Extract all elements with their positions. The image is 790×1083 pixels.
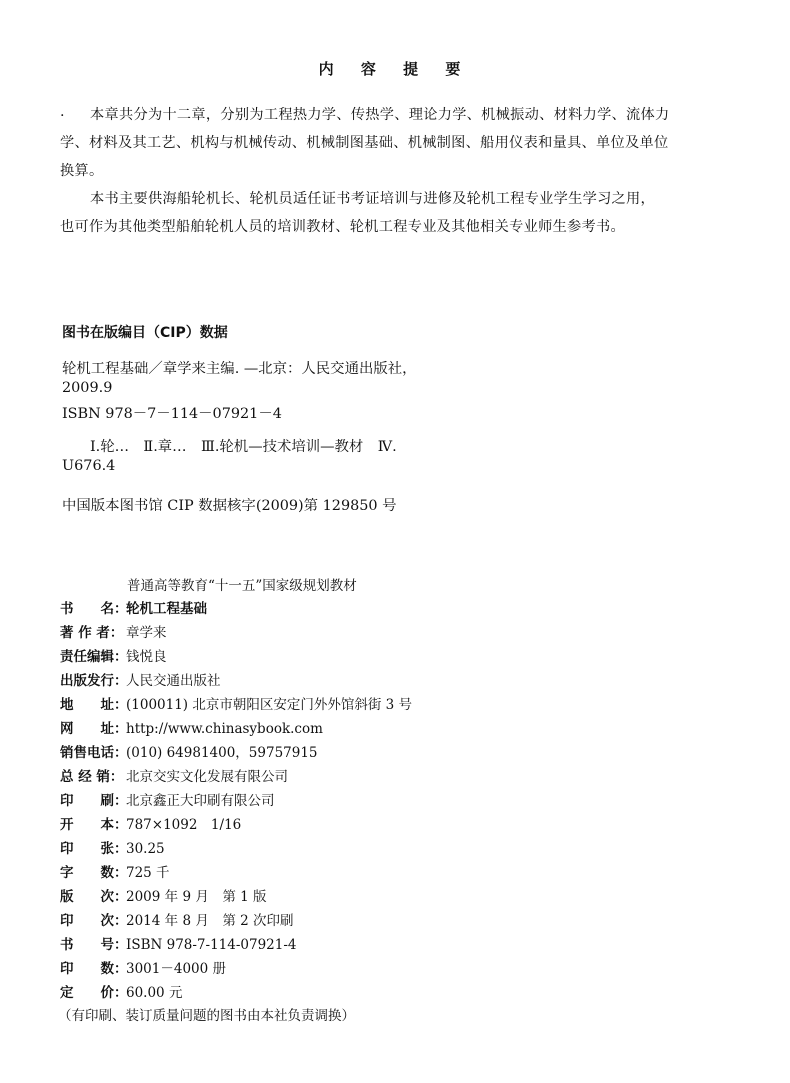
info-row-author: [60, 621, 167, 641]
info-row-printer: [60, 789, 275, 809]
cip-classification: Ⅰ.轮… Ⅱ.章… Ⅲ.轮机—技术培训—教材 Ⅳ.: [90, 439, 397, 455]
summary-paragraph-1-line-1: 本章共分为十二章，分别为工程热力学、传热学、理论力学、机械振动、材料力学、流体力: [90, 107, 670, 123]
cip-isbn: ISBN 978－7－114－07921－4: [62, 406, 282, 422]
info-label: 印 次：: [60, 913, 128, 929]
bullet-dot: .: [60, 104, 65, 120]
info-row-word-count: [60, 861, 170, 881]
isbn-value: ISBN 978-7-114-07921-4: [126, 937, 297, 953]
info-row-website: [60, 717, 323, 737]
quality-footnote: （有印刷、装订质量问题的图书由本社负责调换）: [58, 1008, 355, 1024]
info-label: 责任编辑：: [60, 649, 128, 665]
summary-paragraph-2-line-1: 本书主要供海船轮机长、轮机员适任证书考证培训与进修及轮机工程专业学生学习之用，: [90, 191, 656, 207]
info-label: 网 址：: [60, 721, 128, 737]
info-row-publisher: [60, 669, 221, 689]
info-row-isbn: [60, 933, 297, 953]
cip-class-code: U676.4: [62, 458, 116, 474]
info-row-address: [60, 693, 412, 713]
printing-value: 2014 年 8 月 第 2 次印刷: [126, 913, 294, 929]
info-label: 销售电话：: [60, 745, 128, 761]
info-label: 书 号：: [60, 937, 128, 953]
editor-value: 钱悦良: [126, 649, 167, 665]
price-value: 60.00 元: [126, 985, 183, 1001]
info-row-format: [60, 813, 241, 833]
summary-title: 内 容 提 要: [318, 60, 472, 78]
info-row-distributor: [60, 765, 288, 785]
edition-value: 2009 年 9 月 第 1 版: [126, 889, 267, 905]
info-row-price: [60, 981, 182, 1001]
series-title: 普通高等教育“十一五”国家级规划教材: [127, 578, 357, 594]
phone-value: (010) 64981400，59757915: [126, 745, 318, 761]
cip-line-1: 轮机工程基础／章学来主编. —北京：人民交通出版社，: [62, 361, 417, 377]
publisher-value: 人民交通出版社: [126, 673, 221, 689]
info-label: 版 次：: [60, 889, 128, 905]
author-value: 章学来: [126, 625, 167, 641]
info-label: 字 数：: [60, 865, 128, 881]
info-row-editor: [60, 645, 167, 665]
format-value: 787×1092 1/16: [126, 817, 242, 833]
info-label: 出版发行：: [60, 673, 128, 689]
summary-paragraph-1-line-2: 学、材料及其工艺、机构与机械传动、机械制图基础、机械制图、船用仪表和量具、单位及单位: [60, 135, 669, 151]
printer-value: 北京鑫正大印刷有限公司: [126, 793, 275, 809]
info-label: 著 作 者：: [60, 625, 124, 641]
info-row-sheets: [60, 837, 165, 857]
info-row-print-run: [60, 957, 226, 977]
print-run-value: 3001－4000 册: [126, 961, 227, 977]
distributor-value: 北京交实文化发展有限公司: [126, 769, 288, 785]
info-label: 定 价：: [60, 985, 128, 1001]
book-title-value: 轮机工程基础: [126, 601, 207, 617]
cip-line-2: 2009.9: [62, 380, 113, 396]
info-row-edition: [60, 885, 267, 905]
address-value: (100011) 北京市朝阳区安定门外外馆斜街 3 号: [126, 697, 413, 713]
summary-paragraph-1-line-3: 换算。: [60, 163, 104, 179]
info-row-phone: [60, 741, 318, 761]
sheets-value: 30.25: [126, 841, 165, 857]
cip-heading: 图书在版编目（CIP）数据: [62, 325, 228, 341]
info-label: 地 址：: [60, 697, 128, 713]
cip-core-number: 中国版本图书馆 CIP 数据核字(2009)第 129850 号: [62, 498, 397, 514]
info-row-printing: [60, 909, 294, 929]
word-count-value: 725 千: [126, 865, 170, 881]
info-label: 印 张：: [60, 841, 128, 857]
info-row-title: [60, 597, 207, 617]
info-label: 总 经 销：: [60, 769, 124, 785]
info-label: 开 本：: [60, 817, 128, 833]
info-label: 印 刷：: [60, 793, 128, 809]
info-label: 书 名：: [60, 601, 128, 617]
summary-paragraph-2-line-2: 也可作为其他类型船舶轮机人员的培训教材、轮机工程专业及其他相关专业师生参考书。: [60, 219, 626, 235]
website-value: http://www.chinasybook.com: [126, 721, 323, 737]
info-label: 印 数：: [60, 961, 128, 977]
